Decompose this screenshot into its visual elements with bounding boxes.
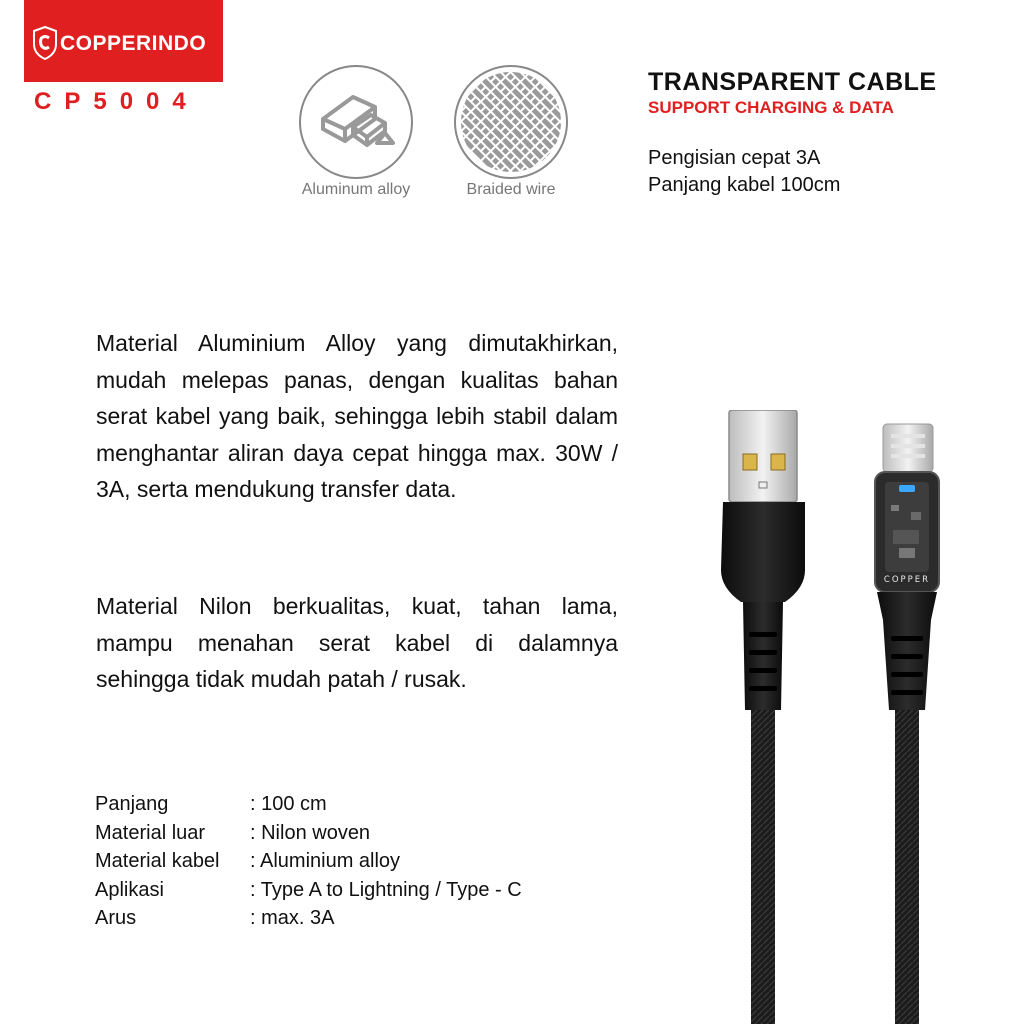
lightning-connector: [875, 424, 939, 1024]
spec-row: [95, 904, 522, 933]
product-cables-image: [715, 410, 955, 1024]
spec-row: [95, 847, 522, 876]
header-spec-charging: Pengisian cepat 3A: [648, 147, 821, 169]
shield-c-icon: [32, 26, 58, 60]
connector-brand-label: COPPER: [883, 575, 931, 585]
spec-table: [95, 790, 522, 933]
feature-aluminum-alloy: [291, 65, 421, 199]
spec-key: Material kabel: [95, 850, 220, 872]
spec-key: Aplikasi: [95, 878, 164, 901]
spec-key: Material luar: [95, 821, 206, 844]
model-number: CP5004: [34, 88, 199, 115]
metal-bars-icon: [299, 65, 413, 179]
spec-key: Arus: [95, 907, 137, 929]
feature-label: Braided wire: [466, 181, 556, 198]
feature-braided-wire: [446, 65, 576, 199]
spec-value: : 100 cm: [250, 793, 327, 815]
braided-pattern-icon: [454, 65, 568, 179]
spec-row: [95, 819, 522, 848]
description-aluminium: Material Aluminium Alloy yang dimutakhirkan, mudah melepas panas, dengan kualitas bahan serat kabel yang baik, sehingga lebih stabil dalam menghantar aliran daya cepat hingga max. 30W / 3A, serta mendukung transfer data.: [96, 330, 618, 502]
header-specs: [648, 145, 840, 199]
header-spec-length: Panjang kabel 100cm: [648, 174, 841, 196]
product-title: TRANSPARENT CABLE: [648, 68, 937, 96]
spec-value: : Type A to Lightning / Type - C: [250, 878, 522, 901]
spec-key: Panjang: [95, 793, 169, 815]
spec-row: [95, 790, 522, 819]
description-nylon: Material Nilon berkualitas, kuat, tahan lama, mampu menahan serat kabel di dalamnya sehingga tidak mudah patah / rusak.: [96, 593, 618, 692]
feature-label: Aluminum alloy: [301, 181, 411, 198]
spec-value: : Aluminium alloy: [250, 850, 401, 872]
usb-a-connector: [721, 410, 805, 1024]
spec-value: : max. 3A: [250, 907, 335, 929]
brand-name: COPPERINDO: [60, 32, 207, 55]
brand-logo: [24, 0, 223, 82]
product-subtitle: SUPPORT CHARGING & DATA: [648, 98, 894, 117]
spec-row: [95, 876, 522, 905]
spec-value: : Nilon woven: [250, 821, 371, 844]
